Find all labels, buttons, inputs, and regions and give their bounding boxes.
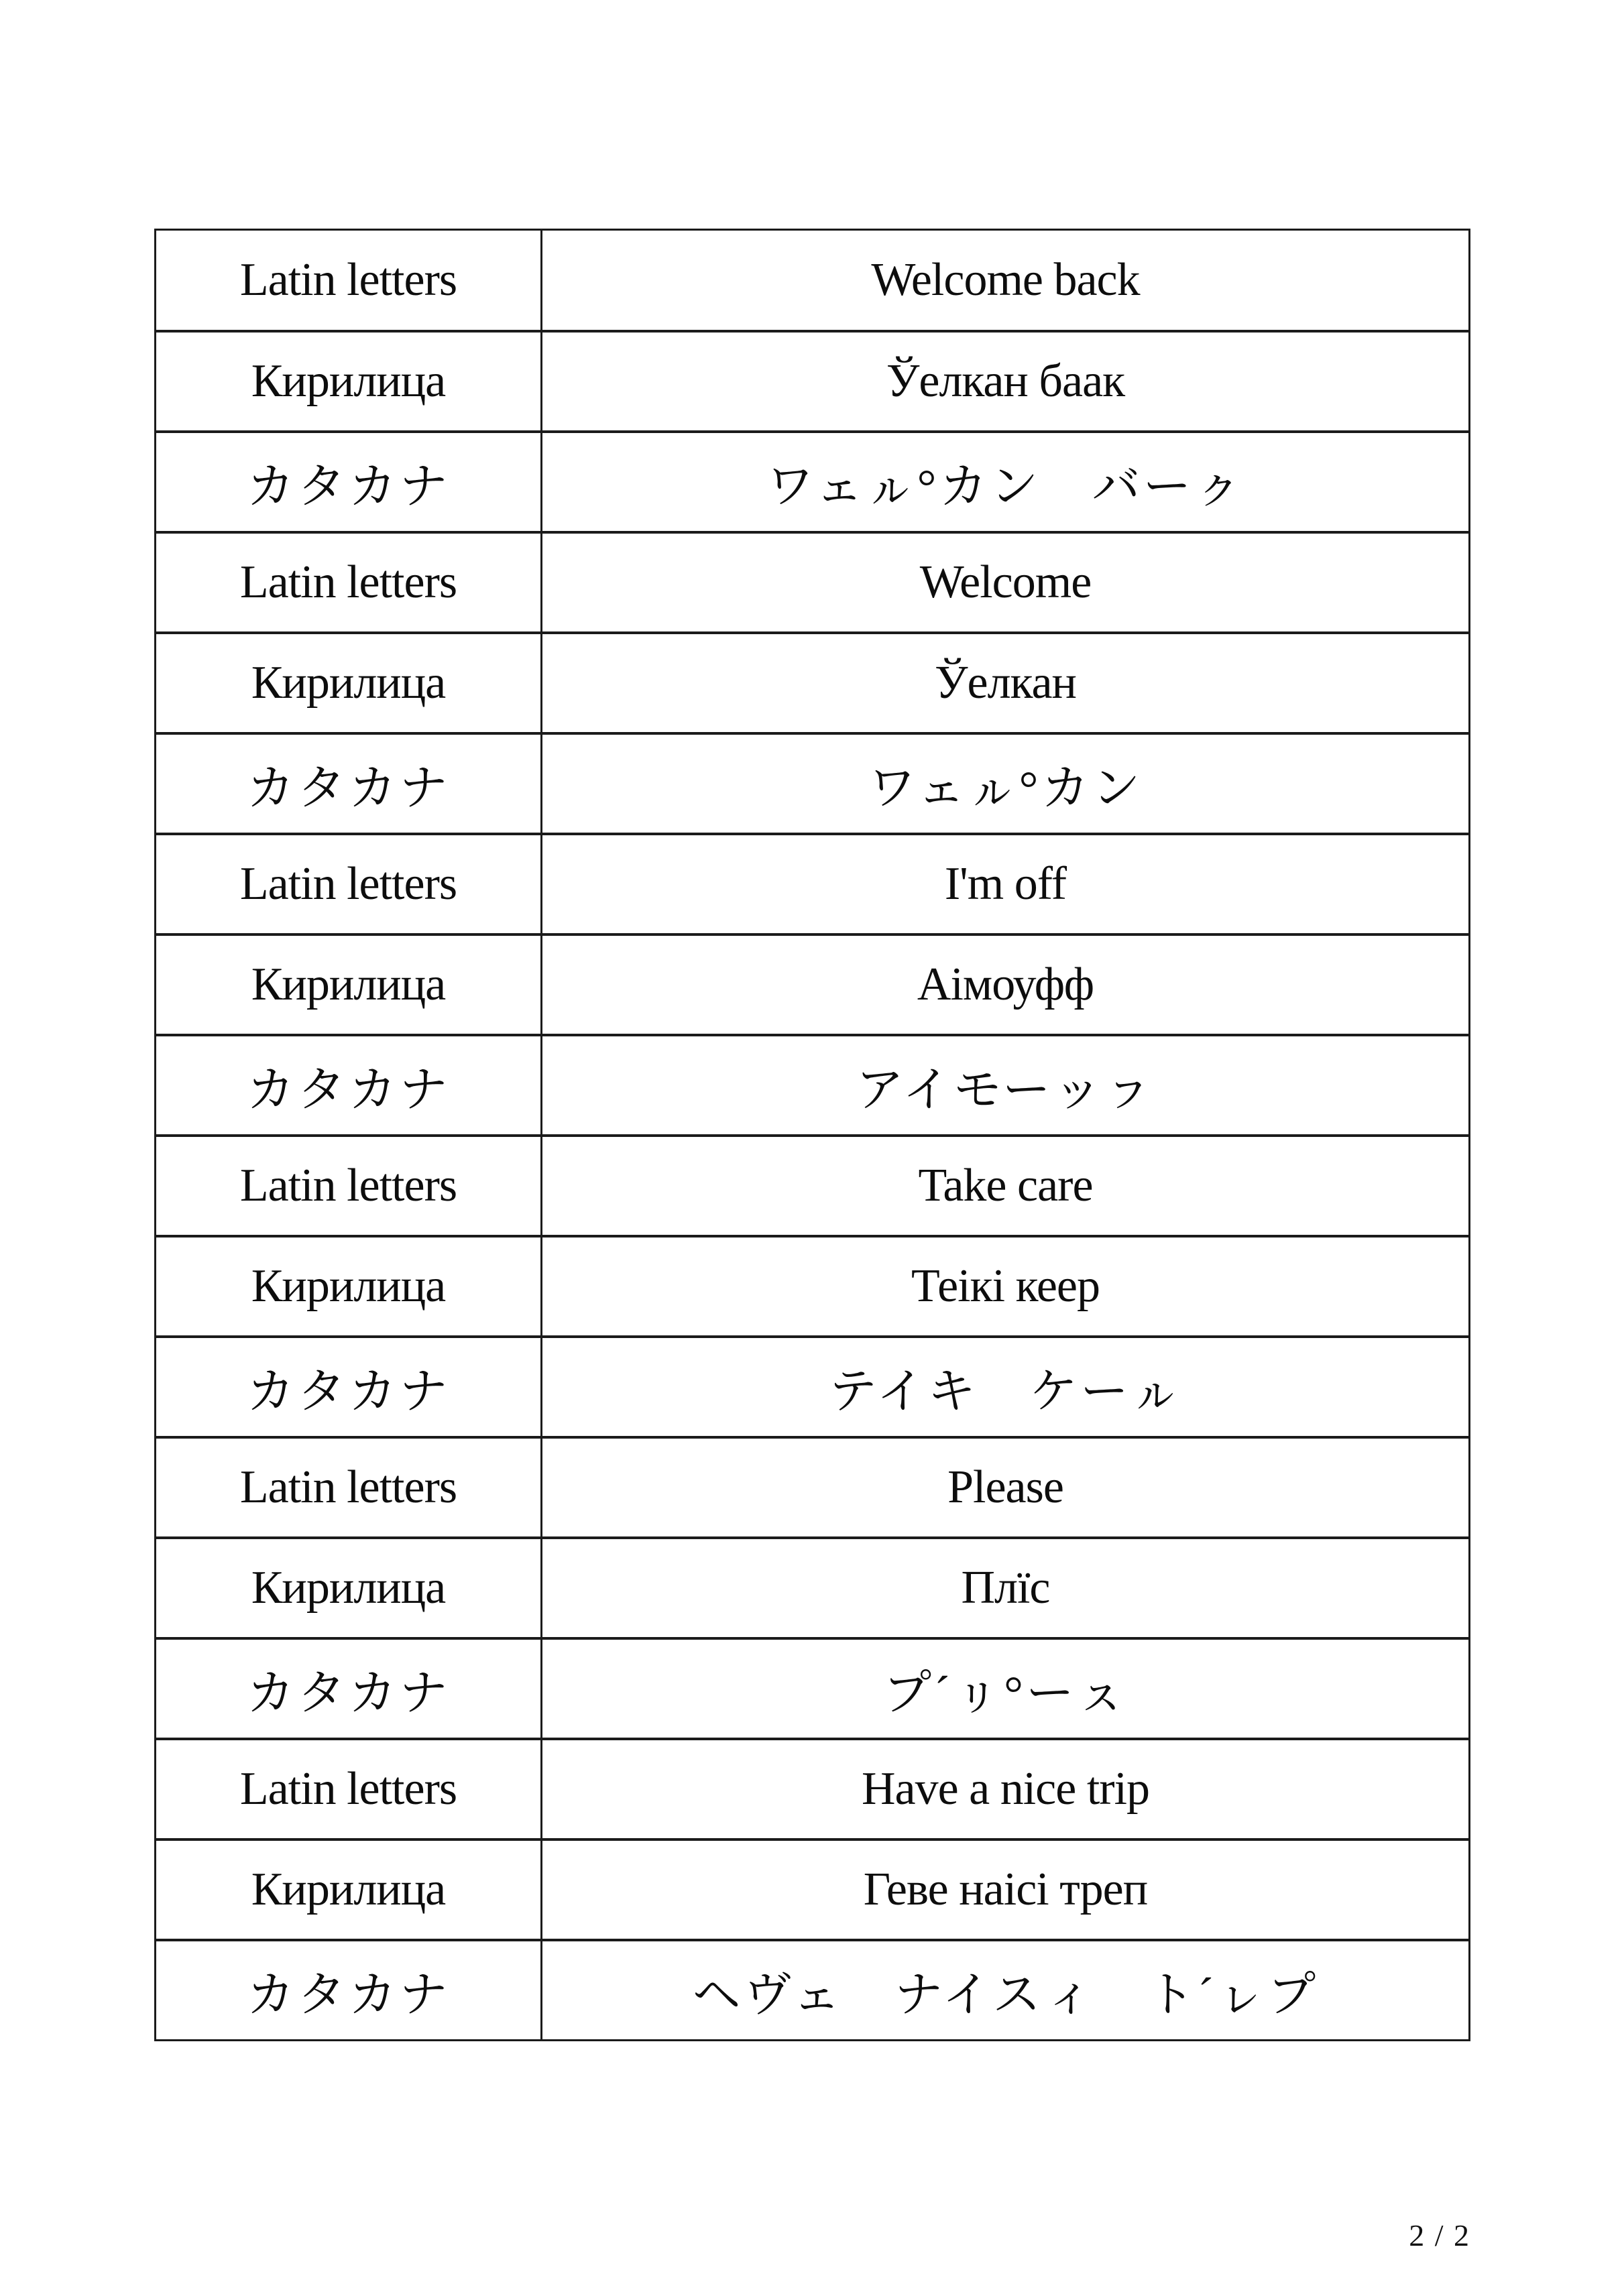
phrase-cell: Take care [918,1160,1093,1211]
table-row [156,330,1468,430]
script-label: カタカナ [156,735,542,833]
phrase-cell: Have a nice trip [861,1763,1150,1815]
phrase-cell: Ўелкан баак [886,355,1125,407]
script-label: カタカナ [156,1941,542,2039]
table-row [156,732,1468,833]
table-row [156,430,1468,531]
phrase-cell: ワェㇽ°カン [868,762,1143,815]
phrase-cell: Теікі кеер [911,1260,1100,1312]
table-row [156,231,1468,330]
phrase-cell: Плїс [961,1562,1050,1614]
phrase-cell: テイキ ケーㇽ [829,1365,1182,1418]
page-number: 2 / 2 [1409,2218,1470,2252]
phrase-cell: プ´ㇼ°ーㇲ [883,1667,1128,1720]
script-label: カタカナ [156,433,542,531]
script-label: カタカナ [156,1036,542,1134]
table-row [156,1235,1468,1335]
script-label: Кирилица [156,1539,542,1637]
script-label: Кирилица [156,634,542,732]
table-row [156,1738,1468,1838]
script-label: Latin letters [156,1439,542,1536]
table-row [156,531,1468,631]
phrase-cell: Аімоуфф [917,959,1094,1010]
script-label: Latin letters [156,231,542,330]
transliteration-table [154,229,1470,2041]
phrase-cell: Welcome [919,556,1092,608]
table-row [156,1838,1468,1939]
script-label: Latin letters [156,1137,542,1235]
phrase-cell: ワェㇽ°カン バーㇰ [766,460,1245,513]
script-label: Кирилица [156,936,542,1034]
script-label: Latin letters [156,1740,542,1838]
phrase-cell: Please [947,1461,1063,1513]
table-row [156,1536,1468,1637]
table-row [156,1637,1468,1738]
script-label: Кирилица [156,1237,542,1335]
script-label: カタカナ [156,1640,542,1738]
phrase-cell: Welcome back [871,254,1140,306]
script-label: Кирилица [156,333,542,430]
phrase-cell: アイモーッㇷ [856,1063,1155,1117]
phrase-cell: Ўелкан [934,657,1077,709]
phrase-cell: I'm off [944,858,1067,910]
table-row [156,1335,1468,1436]
script-label: Кирилица [156,1841,542,1939]
table-row [156,631,1468,732]
table-row [156,1939,1468,2039]
phrase-cell: Геве наісі треп [863,1864,1148,1915]
table-row [156,1134,1468,1235]
script-label: カタカナ [156,1338,542,1436]
table-row [156,833,1468,933]
script-label: Latin letters [156,534,542,631]
phrase-cell: ヘヴェ ナイスィ ト´ㇾプ [692,1968,1319,2022]
table-row [156,1034,1468,1134]
table-row [156,1436,1468,1536]
script-label: Latin letters [156,835,542,933]
table-row [156,933,1468,1034]
